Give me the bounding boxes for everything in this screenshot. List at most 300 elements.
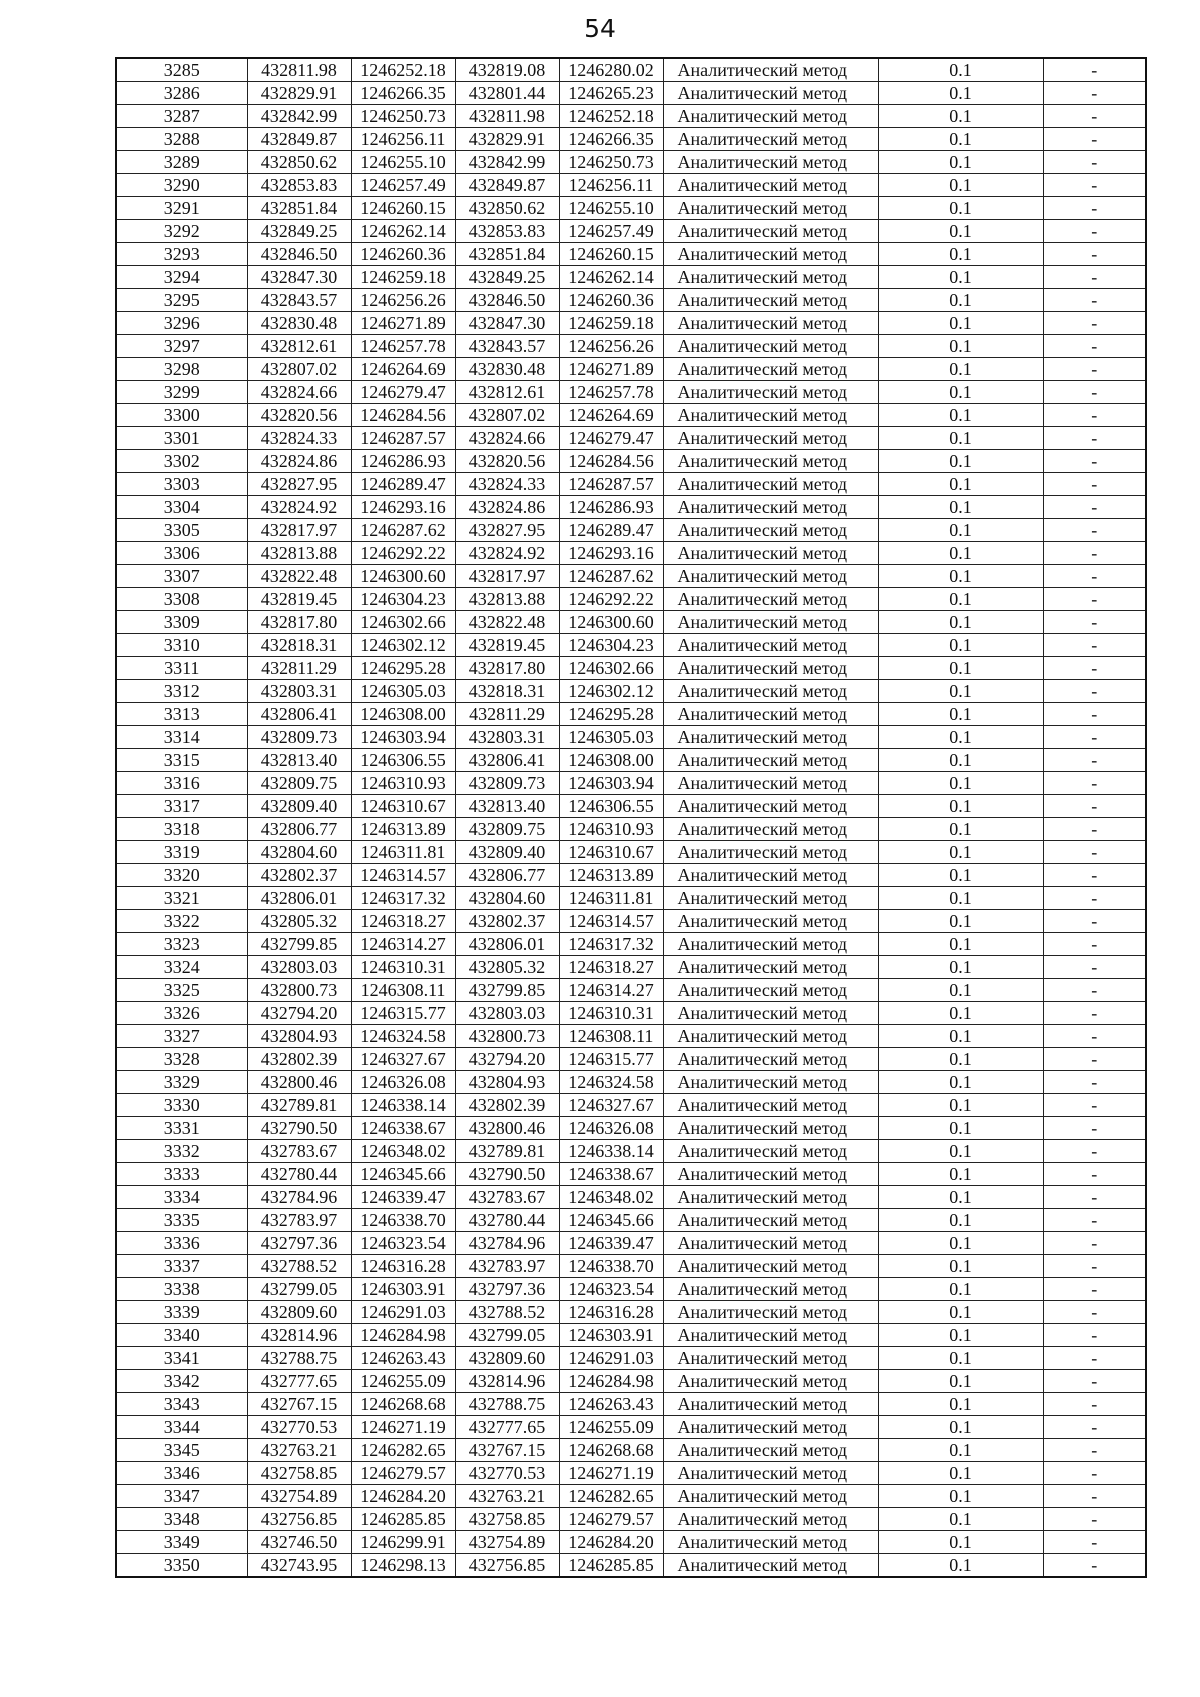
method-cell: Аналитический метод — [663, 910, 878, 933]
note-cell: - — [1043, 58, 1146, 82]
method-cell: Аналитический метод — [663, 473, 878, 496]
prev-x-coordinate-cell: 432756.85 — [455, 1554, 559, 1578]
prev-x-coordinate-cell: 432806.41 — [455, 749, 559, 772]
table-row — [116, 887, 1146, 910]
prev-y-coordinate-cell: 1246291.03 — [559, 1347, 663, 1370]
note-cell: - — [1043, 335, 1146, 358]
method-cell: Аналитический метод — [663, 1554, 878, 1578]
y-coordinate-cell: 1246255.09 — [351, 1370, 455, 1393]
method-cell: Аналитический метод — [663, 1025, 878, 1048]
table-row — [116, 1002, 1146, 1025]
accuracy-cell: 0.1 — [878, 289, 1043, 312]
y-coordinate-cell: 1246271.19 — [351, 1416, 455, 1439]
y-coordinate-cell: 1246302.12 — [351, 634, 455, 657]
coordinates-table — [115, 57, 1147, 1578]
x-coordinate-cell: 432746.50 — [247, 1531, 351, 1554]
table-row — [116, 220, 1146, 243]
method-cell: Аналитический метод — [663, 105, 878, 128]
prev-y-coordinate-cell: 1246305.03 — [559, 726, 663, 749]
point-number-cell: 3300 — [116, 404, 247, 427]
prev-x-coordinate-cell: 432849.87 — [455, 174, 559, 197]
prev-y-coordinate-cell: 1246250.73 — [559, 151, 663, 174]
prev-y-coordinate-cell: 1246310.67 — [559, 841, 663, 864]
x-coordinate-cell: 432754.89 — [247, 1485, 351, 1508]
method-cell: Аналитический метод — [663, 82, 878, 105]
y-coordinate-cell: 1246338.67 — [351, 1117, 455, 1140]
note-cell: - — [1043, 703, 1146, 726]
prev-y-coordinate-cell: 1246280.02 — [559, 58, 663, 82]
method-cell: Аналитический метод — [663, 1301, 878, 1324]
point-number-cell: 3343 — [116, 1393, 247, 1416]
x-coordinate-cell: 432819.45 — [247, 588, 351, 611]
method-cell: Аналитический метод — [663, 933, 878, 956]
note-cell: - — [1043, 473, 1146, 496]
table-row — [116, 1232, 1146, 1255]
note-cell: - — [1043, 1255, 1146, 1278]
y-coordinate-cell: 1246314.57 — [351, 864, 455, 887]
prev-y-coordinate-cell: 1246311.81 — [559, 887, 663, 910]
method-cell: Аналитический метод — [663, 1002, 878, 1025]
x-coordinate-cell: 432806.77 — [247, 818, 351, 841]
table-row — [116, 496, 1146, 519]
table-row — [116, 1140, 1146, 1163]
method-cell: Аналитический метод — [663, 1048, 878, 1071]
point-number-cell: 3337 — [116, 1255, 247, 1278]
point-number-cell: 3330 — [116, 1094, 247, 1117]
note-cell: - — [1043, 243, 1146, 266]
point-number-cell: 3311 — [116, 657, 247, 680]
table-row — [116, 910, 1146, 933]
accuracy-cell: 0.1 — [878, 197, 1043, 220]
accuracy-cell: 0.1 — [878, 1255, 1043, 1278]
point-number-cell: 3287 — [116, 105, 247, 128]
y-coordinate-cell: 1246285.85 — [351, 1508, 455, 1531]
accuracy-cell: 0.1 — [878, 588, 1043, 611]
point-number-cell: 3305 — [116, 519, 247, 542]
table-row — [116, 358, 1146, 381]
accuracy-cell: 0.1 — [878, 174, 1043, 197]
note-cell: - — [1043, 565, 1146, 588]
y-coordinate-cell: 1246266.35 — [351, 82, 455, 105]
prev-y-coordinate-cell: 1246310.31 — [559, 1002, 663, 1025]
x-coordinate-cell: 432767.15 — [247, 1393, 351, 1416]
y-coordinate-cell: 1246279.47 — [351, 381, 455, 404]
note-cell: - — [1043, 450, 1146, 473]
point-number-cell: 3326 — [116, 1002, 247, 1025]
x-coordinate-cell: 432809.75 — [247, 772, 351, 795]
note-cell: - — [1043, 105, 1146, 128]
method-cell: Аналитический метод — [663, 1094, 878, 1117]
prev-x-coordinate-cell: 432820.56 — [455, 450, 559, 473]
note-cell: - — [1043, 749, 1146, 772]
accuracy-cell: 0.1 — [878, 1439, 1043, 1462]
method-cell: Аналитический метод — [663, 266, 878, 289]
prev-y-coordinate-cell: 1246338.67 — [559, 1163, 663, 1186]
y-coordinate-cell: 1246326.08 — [351, 1071, 455, 1094]
method-cell: Аналитический метод — [663, 1140, 878, 1163]
prev-y-coordinate-cell: 1246263.43 — [559, 1393, 663, 1416]
note-cell: - — [1043, 1163, 1146, 1186]
prev-x-coordinate-cell: 432853.83 — [455, 220, 559, 243]
prev-y-coordinate-cell: 1246285.85 — [559, 1554, 663, 1578]
y-coordinate-cell: 1246257.78 — [351, 335, 455, 358]
x-coordinate-cell: 432807.02 — [247, 358, 351, 381]
x-coordinate-cell: 432827.95 — [247, 473, 351, 496]
y-coordinate-cell: 1246324.58 — [351, 1025, 455, 1048]
note-cell: - — [1043, 1071, 1146, 1094]
y-coordinate-cell: 1246300.60 — [351, 565, 455, 588]
accuracy-cell: 0.1 — [878, 772, 1043, 795]
method-cell: Аналитический метод — [663, 1439, 878, 1462]
accuracy-cell: 0.1 — [878, 749, 1043, 772]
accuracy-cell: 0.1 — [878, 151, 1043, 174]
point-number-cell: 3292 — [116, 220, 247, 243]
method-cell: Аналитический метод — [663, 427, 878, 450]
prev-x-coordinate-cell: 432842.99 — [455, 151, 559, 174]
note-cell: - — [1043, 1531, 1146, 1554]
method-cell: Аналитический метод — [663, 1462, 878, 1485]
prev-y-coordinate-cell: 1246324.58 — [559, 1071, 663, 1094]
y-coordinate-cell: 1246284.56 — [351, 404, 455, 427]
x-coordinate-cell: 432817.80 — [247, 611, 351, 634]
method-cell: Аналитический метод — [663, 1117, 878, 1140]
method-cell: Аналитический метод — [663, 519, 878, 542]
y-coordinate-cell: 1246268.68 — [351, 1393, 455, 1416]
prev-y-coordinate-cell: 1246257.49 — [559, 220, 663, 243]
table-row — [116, 1094, 1146, 1117]
table-row — [116, 105, 1146, 128]
prev-y-coordinate-cell: 1246255.09 — [559, 1416, 663, 1439]
prev-y-coordinate-cell: 1246256.11 — [559, 174, 663, 197]
x-coordinate-cell: 432812.61 — [247, 335, 351, 358]
x-coordinate-cell: 432813.88 — [247, 542, 351, 565]
note-cell: - — [1043, 841, 1146, 864]
prev-x-coordinate-cell: 432822.48 — [455, 611, 559, 634]
point-number-cell: 3298 — [116, 358, 247, 381]
point-number-cell: 3294 — [116, 266, 247, 289]
table-row — [116, 1531, 1146, 1554]
method-cell: Аналитический метод — [663, 58, 878, 82]
accuracy-cell: 0.1 — [878, 1140, 1043, 1163]
x-coordinate-cell: 432777.65 — [247, 1370, 351, 1393]
prev-x-coordinate-cell: 432829.91 — [455, 128, 559, 151]
prev-x-coordinate-cell: 432783.97 — [455, 1255, 559, 1278]
x-coordinate-cell: 432811.29 — [247, 657, 351, 680]
x-coordinate-cell: 432780.44 — [247, 1163, 351, 1186]
y-coordinate-cell: 1246305.03 — [351, 680, 455, 703]
method-cell: Аналитический метод — [663, 151, 878, 174]
method-cell: Аналитический метод — [663, 1531, 878, 1554]
point-number-cell: 3325 — [116, 979, 247, 1002]
accuracy-cell: 0.1 — [878, 1071, 1043, 1094]
prev-x-coordinate-cell: 432767.15 — [455, 1439, 559, 1462]
prev-y-coordinate-cell: 1246255.10 — [559, 197, 663, 220]
y-coordinate-cell: 1246271.89 — [351, 312, 455, 335]
note-cell: - — [1043, 611, 1146, 634]
point-number-cell: 3293 — [116, 243, 247, 266]
point-number-cell: 3312 — [116, 680, 247, 703]
prev-y-coordinate-cell: 1246287.57 — [559, 473, 663, 496]
method-cell: Аналитический метод — [663, 680, 878, 703]
accuracy-cell: 0.1 — [878, 979, 1043, 1002]
table-row — [116, 1508, 1146, 1531]
method-cell: Аналитический метод — [663, 1508, 878, 1531]
y-coordinate-cell: 1246260.15 — [351, 197, 455, 220]
accuracy-cell: 0.1 — [878, 910, 1043, 933]
prev-x-coordinate-cell: 432805.32 — [455, 956, 559, 979]
prev-x-coordinate-cell: 432806.01 — [455, 933, 559, 956]
method-cell: Аналитический метод — [663, 979, 878, 1002]
prev-x-coordinate-cell: 432790.50 — [455, 1163, 559, 1186]
accuracy-cell: 0.1 — [878, 358, 1043, 381]
point-number-cell: 3340 — [116, 1324, 247, 1347]
y-coordinate-cell: 1246256.11 — [351, 128, 455, 151]
point-number-cell: 3339 — [116, 1301, 247, 1324]
table-row — [116, 657, 1146, 680]
y-coordinate-cell: 1246292.22 — [351, 542, 455, 565]
x-coordinate-cell: 432818.31 — [247, 634, 351, 657]
point-number-cell: 3296 — [116, 312, 247, 335]
table-row — [116, 1370, 1146, 1393]
prev-y-coordinate-cell: 1246284.20 — [559, 1531, 663, 1554]
method-cell: Аналитический метод — [663, 749, 878, 772]
x-coordinate-cell: 432790.50 — [247, 1117, 351, 1140]
table-row — [116, 1071, 1146, 1094]
prev-y-coordinate-cell: 1246303.94 — [559, 772, 663, 795]
table-row — [116, 1186, 1146, 1209]
point-number-cell: 3301 — [116, 427, 247, 450]
prev-y-coordinate-cell: 1246271.89 — [559, 358, 663, 381]
note-cell: - — [1043, 266, 1146, 289]
method-cell: Аналитический метод — [663, 565, 878, 588]
y-coordinate-cell: 1246282.65 — [351, 1439, 455, 1462]
prev-x-coordinate-cell: 432811.98 — [455, 105, 559, 128]
x-coordinate-cell: 432802.37 — [247, 864, 351, 887]
point-number-cell: 3348 — [116, 1508, 247, 1531]
prev-x-coordinate-cell: 432799.05 — [455, 1324, 559, 1347]
table-row — [116, 588, 1146, 611]
accuracy-cell: 0.1 — [878, 335, 1043, 358]
y-coordinate-cell: 1246293.16 — [351, 496, 455, 519]
x-coordinate-cell: 432806.01 — [247, 887, 351, 910]
point-number-cell: 3324 — [116, 956, 247, 979]
prev-y-coordinate-cell: 1246323.54 — [559, 1278, 663, 1301]
method-cell: Аналитический метод — [663, 197, 878, 220]
table-row — [116, 289, 1146, 312]
y-coordinate-cell: 1246327.67 — [351, 1048, 455, 1071]
prev-y-coordinate-cell: 1246260.15 — [559, 243, 663, 266]
accuracy-cell: 0.1 — [878, 841, 1043, 864]
prev-y-coordinate-cell: 1246300.60 — [559, 611, 663, 634]
table-row — [116, 1278, 1146, 1301]
table-row — [116, 1117, 1146, 1140]
table-row — [116, 565, 1146, 588]
prev-y-coordinate-cell: 1246310.93 — [559, 818, 663, 841]
table-row — [116, 82, 1146, 105]
point-number-cell: 3306 — [116, 542, 247, 565]
table-row — [116, 1393, 1146, 1416]
prev-x-coordinate-cell: 432830.48 — [455, 358, 559, 381]
x-coordinate-cell: 432829.91 — [247, 82, 351, 105]
note-cell: - — [1043, 1209, 1146, 1232]
table-row — [116, 1462, 1146, 1485]
x-coordinate-cell: 432809.73 — [247, 726, 351, 749]
point-number-cell: 3341 — [116, 1347, 247, 1370]
note-cell: - — [1043, 381, 1146, 404]
accuracy-cell: 0.1 — [878, 1002, 1043, 1025]
note-cell: - — [1043, 1485, 1146, 1508]
note-cell: - — [1043, 427, 1146, 450]
table-row — [116, 266, 1146, 289]
accuracy-cell: 0.1 — [878, 956, 1043, 979]
prev-x-coordinate-cell: 432783.67 — [455, 1186, 559, 1209]
table-row — [116, 404, 1146, 427]
prev-x-coordinate-cell: 432814.96 — [455, 1370, 559, 1393]
method-cell: Аналитический метод — [663, 1071, 878, 1094]
table-row — [116, 1347, 1146, 1370]
table-row — [116, 174, 1146, 197]
prev-x-coordinate-cell: 432809.60 — [455, 1347, 559, 1370]
prev-x-coordinate-cell: 432758.85 — [455, 1508, 559, 1531]
prev-x-coordinate-cell: 432813.88 — [455, 588, 559, 611]
table-row — [116, 381, 1146, 404]
y-coordinate-cell: 1246339.47 — [351, 1186, 455, 1209]
x-coordinate-cell: 432820.56 — [247, 404, 351, 427]
x-coordinate-cell: 432824.86 — [247, 450, 351, 473]
accuracy-cell: 0.1 — [878, 703, 1043, 726]
method-cell: Аналитический метод — [663, 634, 878, 657]
point-number-cell: 3286 — [116, 82, 247, 105]
x-coordinate-cell: 432804.60 — [247, 841, 351, 864]
y-coordinate-cell: 1246303.91 — [351, 1278, 455, 1301]
method-cell: Аналитический метод — [663, 588, 878, 611]
accuracy-cell: 0.1 — [878, 726, 1043, 749]
prev-x-coordinate-cell: 432818.31 — [455, 680, 559, 703]
prev-x-coordinate-cell: 432811.29 — [455, 703, 559, 726]
table-body — [116, 58, 1146, 1577]
note-cell: - — [1043, 1324, 1146, 1347]
note-cell: - — [1043, 680, 1146, 703]
point-number-cell: 3322 — [116, 910, 247, 933]
table-row — [116, 680, 1146, 703]
y-coordinate-cell: 1246317.32 — [351, 887, 455, 910]
table-row — [116, 542, 1146, 565]
point-number-cell: 3316 — [116, 772, 247, 795]
table-row — [116, 243, 1146, 266]
y-coordinate-cell: 1246310.93 — [351, 772, 455, 795]
method-cell: Аналитический метод — [663, 1209, 878, 1232]
note-cell: - — [1043, 1186, 1146, 1209]
note-cell: - — [1043, 1117, 1146, 1140]
prev-x-coordinate-cell: 432809.73 — [455, 772, 559, 795]
y-coordinate-cell: 1246310.67 — [351, 795, 455, 818]
method-cell: Аналитический метод — [663, 1393, 878, 1416]
y-coordinate-cell: 1246348.02 — [351, 1140, 455, 1163]
note-cell: - — [1043, 174, 1146, 197]
method-cell: Аналитический метод — [663, 404, 878, 427]
point-number-cell: 3288 — [116, 128, 247, 151]
prev-y-coordinate-cell: 1246282.65 — [559, 1485, 663, 1508]
note-cell: - — [1043, 151, 1146, 174]
prev-y-coordinate-cell: 1246252.18 — [559, 105, 663, 128]
prev-y-coordinate-cell: 1246279.47 — [559, 427, 663, 450]
method-cell: Аналитический метод — [663, 358, 878, 381]
accuracy-cell: 0.1 — [878, 473, 1043, 496]
note-cell: - — [1043, 1278, 1146, 1301]
table-row — [116, 450, 1146, 473]
x-coordinate-cell: 432824.92 — [247, 496, 351, 519]
table-row — [116, 1416, 1146, 1439]
x-coordinate-cell: 432809.40 — [247, 795, 351, 818]
prev-x-coordinate-cell: 432843.57 — [455, 335, 559, 358]
prev-y-coordinate-cell: 1246306.55 — [559, 795, 663, 818]
x-coordinate-cell: 432803.03 — [247, 956, 351, 979]
table-row — [116, 611, 1146, 634]
point-number-cell: 3304 — [116, 496, 247, 519]
accuracy-cell: 0.1 — [878, 565, 1043, 588]
accuracy-cell: 0.1 — [878, 1278, 1043, 1301]
method-cell: Аналитический метод — [663, 1255, 878, 1278]
x-coordinate-cell: 432788.52 — [247, 1255, 351, 1278]
point-number-cell: 3309 — [116, 611, 247, 634]
accuracy-cell: 0.1 — [878, 82, 1043, 105]
y-coordinate-cell: 1246298.13 — [351, 1554, 455, 1578]
method-cell: Аналитический метод — [663, 772, 878, 795]
prev-x-coordinate-cell: 432813.40 — [455, 795, 559, 818]
accuracy-cell: 0.1 — [878, 105, 1043, 128]
y-coordinate-cell: 1246311.81 — [351, 841, 455, 864]
note-cell: - — [1043, 289, 1146, 312]
note-cell: - — [1043, 588, 1146, 611]
method-cell: Аналитический метод — [663, 726, 878, 749]
method-cell: Аналитический метод — [663, 381, 878, 404]
method-cell: Аналитический метод — [663, 312, 878, 335]
prev-y-coordinate-cell: 1246287.62 — [559, 565, 663, 588]
x-coordinate-cell: 432842.99 — [247, 105, 351, 128]
prev-y-coordinate-cell: 1246256.26 — [559, 335, 663, 358]
accuracy-cell: 0.1 — [878, 542, 1043, 565]
prev-x-coordinate-cell: 432801.44 — [455, 82, 559, 105]
prev-x-coordinate-cell: 432802.37 — [455, 910, 559, 933]
method-cell: Аналитический метод — [663, 1324, 878, 1347]
prev-y-coordinate-cell: 1246262.14 — [559, 266, 663, 289]
prev-x-coordinate-cell: 432824.86 — [455, 496, 559, 519]
prev-y-coordinate-cell: 1246265.23 — [559, 82, 663, 105]
prev-y-coordinate-cell: 1246268.68 — [559, 1439, 663, 1462]
prev-x-coordinate-cell: 432788.75 — [455, 1393, 559, 1416]
accuracy-cell: 0.1 — [878, 1117, 1043, 1140]
prev-x-coordinate-cell: 432794.20 — [455, 1048, 559, 1071]
accuracy-cell: 0.1 — [878, 1554, 1043, 1578]
prev-x-coordinate-cell: 432770.53 — [455, 1462, 559, 1485]
point-number-cell: 3285 — [116, 58, 247, 82]
point-number-cell: 3336 — [116, 1232, 247, 1255]
prev-x-coordinate-cell: 432827.95 — [455, 519, 559, 542]
prev-y-coordinate-cell: 1246271.19 — [559, 1462, 663, 1485]
y-coordinate-cell: 1246299.91 — [351, 1531, 455, 1554]
x-coordinate-cell: 432824.33 — [247, 427, 351, 450]
x-coordinate-cell: 432743.95 — [247, 1554, 351, 1578]
note-cell: - — [1043, 657, 1146, 680]
method-cell: Аналитический метод — [663, 335, 878, 358]
point-number-cell: 3295 — [116, 289, 247, 312]
prev-y-coordinate-cell: 1246314.57 — [559, 910, 663, 933]
prev-y-coordinate-cell: 1246339.47 — [559, 1232, 663, 1255]
y-coordinate-cell: 1246284.98 — [351, 1324, 455, 1347]
note-cell: - — [1043, 1416, 1146, 1439]
point-number-cell: 3297 — [116, 335, 247, 358]
y-coordinate-cell: 1246286.93 — [351, 450, 455, 473]
